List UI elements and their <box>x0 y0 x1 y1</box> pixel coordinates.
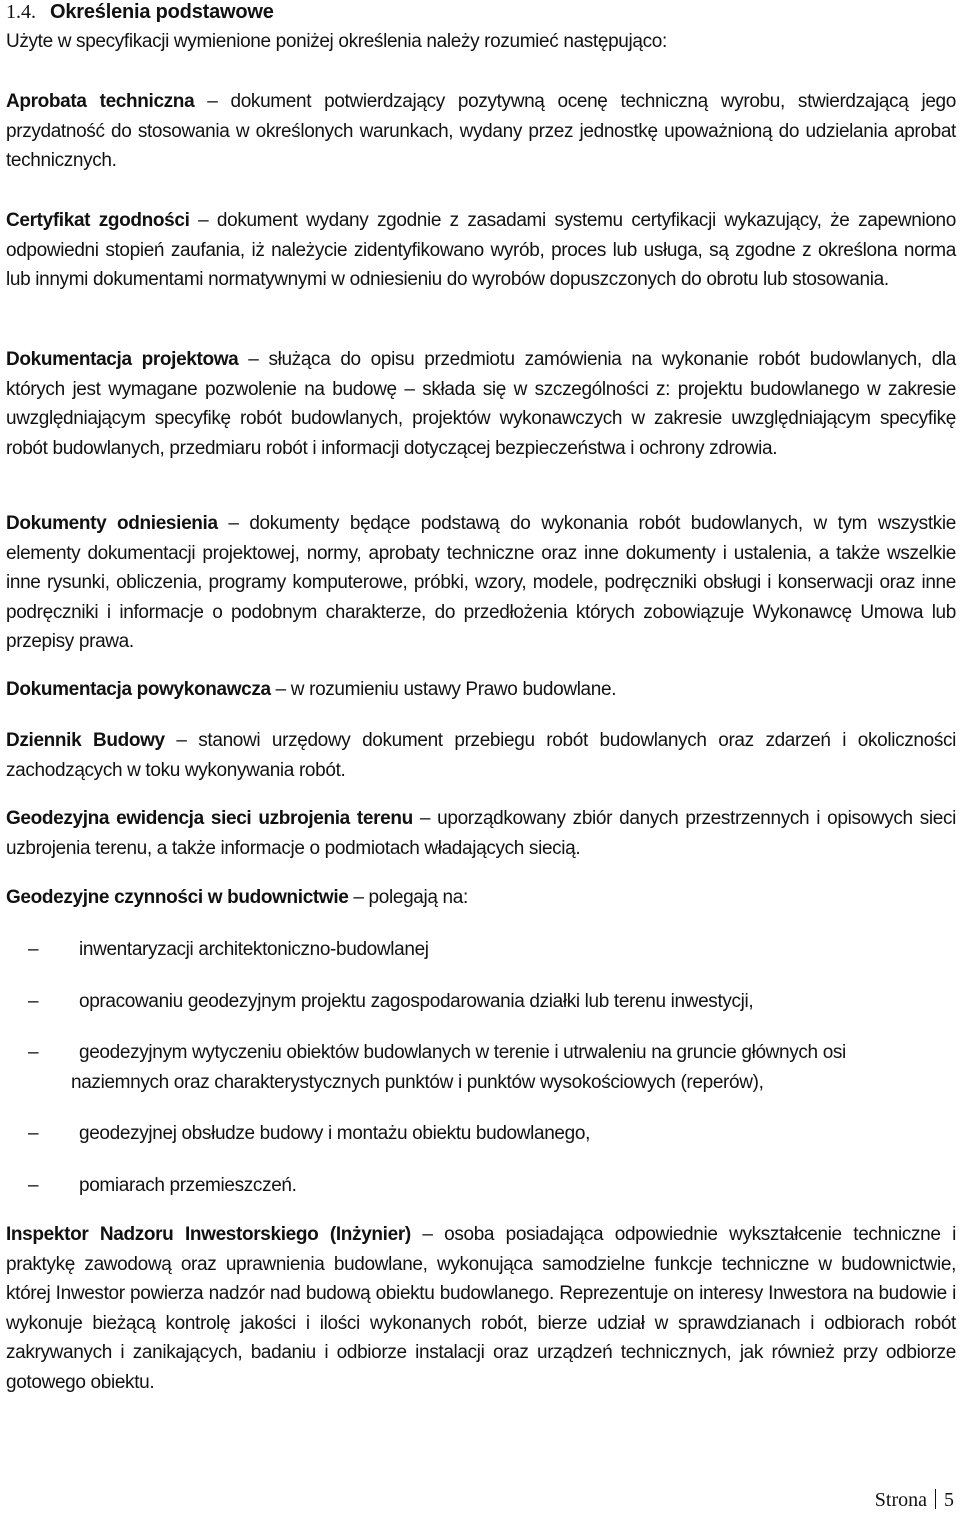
list-item <box>6 1171 956 1201</box>
dash-bullet: – <box>28 1123 39 1144</box>
list-item-text: inwentaryzacji architektoniczno-budowlanej <box>79 939 429 960</box>
list-item <box>6 935 956 965</box>
definition-text: – osoba posiadająca odpowiednie wykształcenie techniczne i praktykę zawodową oraz uprawnienia budowlane, wykonująca samodzielne funkcje techniczne w budownictwie, której Inwestor powierza nadzór nad budową obiektu budowlanego. Reprezentuje on interesy Inwestora na budowie i wykonuje bieżącą kontrolę jakości i ilości wykonanych robót, bierze udział w sprawdzianach i odbiorach robót zakrywanych i zanikających, badaniu i odbiorze instalacji oraz urządzeń technicznych, jak również przy odbiorze gotowego obiektu. <box>6 1224 957 1393</box>
definition-text: – stanowi urzędowy dokument przebiegu robót budowlanych oraz zdarzeń i okoliczności zachodzących w toku wykonywania robót. <box>6 730 956 781</box>
list-item <box>6 987 956 1017</box>
definition-text: – w rozumieniu ustawy Prawo budowlane. <box>270 679 617 700</box>
list-item-continuation: naziemnych oraz charakterystycznych punktów i punktów wysokościowych (reperów), <box>71 1071 764 1093</box>
list-item-text: geodezyjnym wytyczeniu obiektów budowlanych w terenie i utrwaleniu na gruncie głównych osi <box>79 1042 846 1063</box>
definition-text: – służąca do opisu przedmiotu zamówienia na wykonanie robót budowlanych, dla których jest wymagane pozwolenie na budowę – składa się w szczególności z: projektu budowlanego w zakresie uwzględniającym specyfikę robót budowlanych, projektów wykonawczych w zakresie uwzględniającym specyfikę robót budowlanych, przedmiaru robót i informacji dotyczącej bezpieczeństwa i ochrony zdrowia. <box>6 349 956 459</box>
definition-term: Dokumenty odniesienia <box>6 513 218 534</box>
definition-term: Dokumentacja projektowa <box>6 349 239 370</box>
definition-dokumentacja-projektowa <box>6 345 956 463</box>
page-footer <box>875 1488 954 1512</box>
dash-bullet: – <box>28 1174 39 1196</box>
definition-term: Aprobata techniczna <box>6 91 195 112</box>
definition-dziennik-budowy <box>6 726 956 785</box>
definition-dokumentacja-powykonawcza <box>6 675 956 705</box>
intro-paragraph: Użyte w specyfikacji wymienione poniżej określenia należy rozumieć następująco: <box>6 31 667 52</box>
list-item-text: geodezyjnej obsłudze budowy i montażu obiektu budowlanego, <box>79 1123 591 1144</box>
dash-bullet: – <box>28 1042 39 1063</box>
definition-aprobata-techniczna <box>6 87 956 176</box>
definition-term: Certyfikat zgodności <box>6 210 190 231</box>
definition-term: Dziennik Budowy <box>6 730 165 751</box>
definition-term: Dokumentacja powykonawcza <box>6 679 271 700</box>
definition-term: Geodezyjna ewidencja sieci uzbrojenia terenu <box>6 808 413 829</box>
geodesy-activities-list <box>6 935 956 1200</box>
definition-certyfikat-zgodnosci <box>6 206 956 295</box>
definition-text: – dokument wydany zgodnie z zasadami systemu certyfikacji wykazujący, że zapewniono odpowiedni stopień zaufania, iż należycie zidentyfikowano wyrób, proces lub usługa, są zgodne z określona norma lub innymi dokumentami normatywnymi w odniesieniu do wyrobów dopuszczonych do obrotu lub stosowania. <box>6 210 956 290</box>
definition-geodezyjna-ewidencja <box>6 804 956 863</box>
definition-text: – dokumenty będące podstawą do wykonania robót budowlanych, w tym wszystkie elementy dokumentacji projektowej, normy, aprobaty techniczne oraz inne dokumenty i ustalenia, a także wszelkie inne rysunki, obliczenia, programy komputerowe, próbki, wzory, modele, podręczniki obsługi i konserwacji oraz inne podręczniki i informacje o podobnym charakterze, do przedłożenia których zobowiązuje Wykonawcę Umowa lub przepisy prawa. <box>6 513 956 652</box>
footer-separator <box>935 1489 936 1509</box>
list-item <box>6 1038 956 1097</box>
definition-term: Inspektor Nadzoru Inwestorskiego (Inżynier) <box>6 1224 411 1245</box>
list-item <box>6 1119 956 1149</box>
definition-term: Geodezyjne czynności w budownictwie <box>6 887 349 908</box>
section-heading <box>6 0 274 24</box>
section-number: 1.4. <box>6 1 36 23</box>
dash-bullet: – <box>28 939 39 960</box>
definition-text: – polegają na: <box>348 887 468 908</box>
list-item-text: opracowaniu geodezyjnym projektu zagospodarowania działki lub terenu inwestycji, <box>79 990 754 1012</box>
dash-bullet: – <box>28 990 39 1012</box>
definition-text: – uporządkowany zbiór danych przestrzennych i opisowych sieci uzbrojenia terenu, a także informacje o podmiotach władających siecią. <box>6 808 956 859</box>
definition-geodezyjne-czynnosci <box>6 883 956 913</box>
section-title: Określenia podstawowe <box>50 1 274 23</box>
page-number: 5 <box>944 1489 954 1511</box>
list-item-text: pomiarach przemieszczeń. <box>79 1174 297 1196</box>
definition-text: – dokument potwierdzający pozytywną ocenę techniczną wyrobu, stwierdzającą jego przydatność do stosowania w określonych warunkach, wydany przez jednostkę upoważnioną do udzielania aprobat technicznych. <box>6 91 956 171</box>
definition-inspektor-nadzoru <box>6 1220 956 1397</box>
definition-dokumenty-odniesienia <box>6 509 956 657</box>
page-label: Strona <box>874 1489 927 1511</box>
